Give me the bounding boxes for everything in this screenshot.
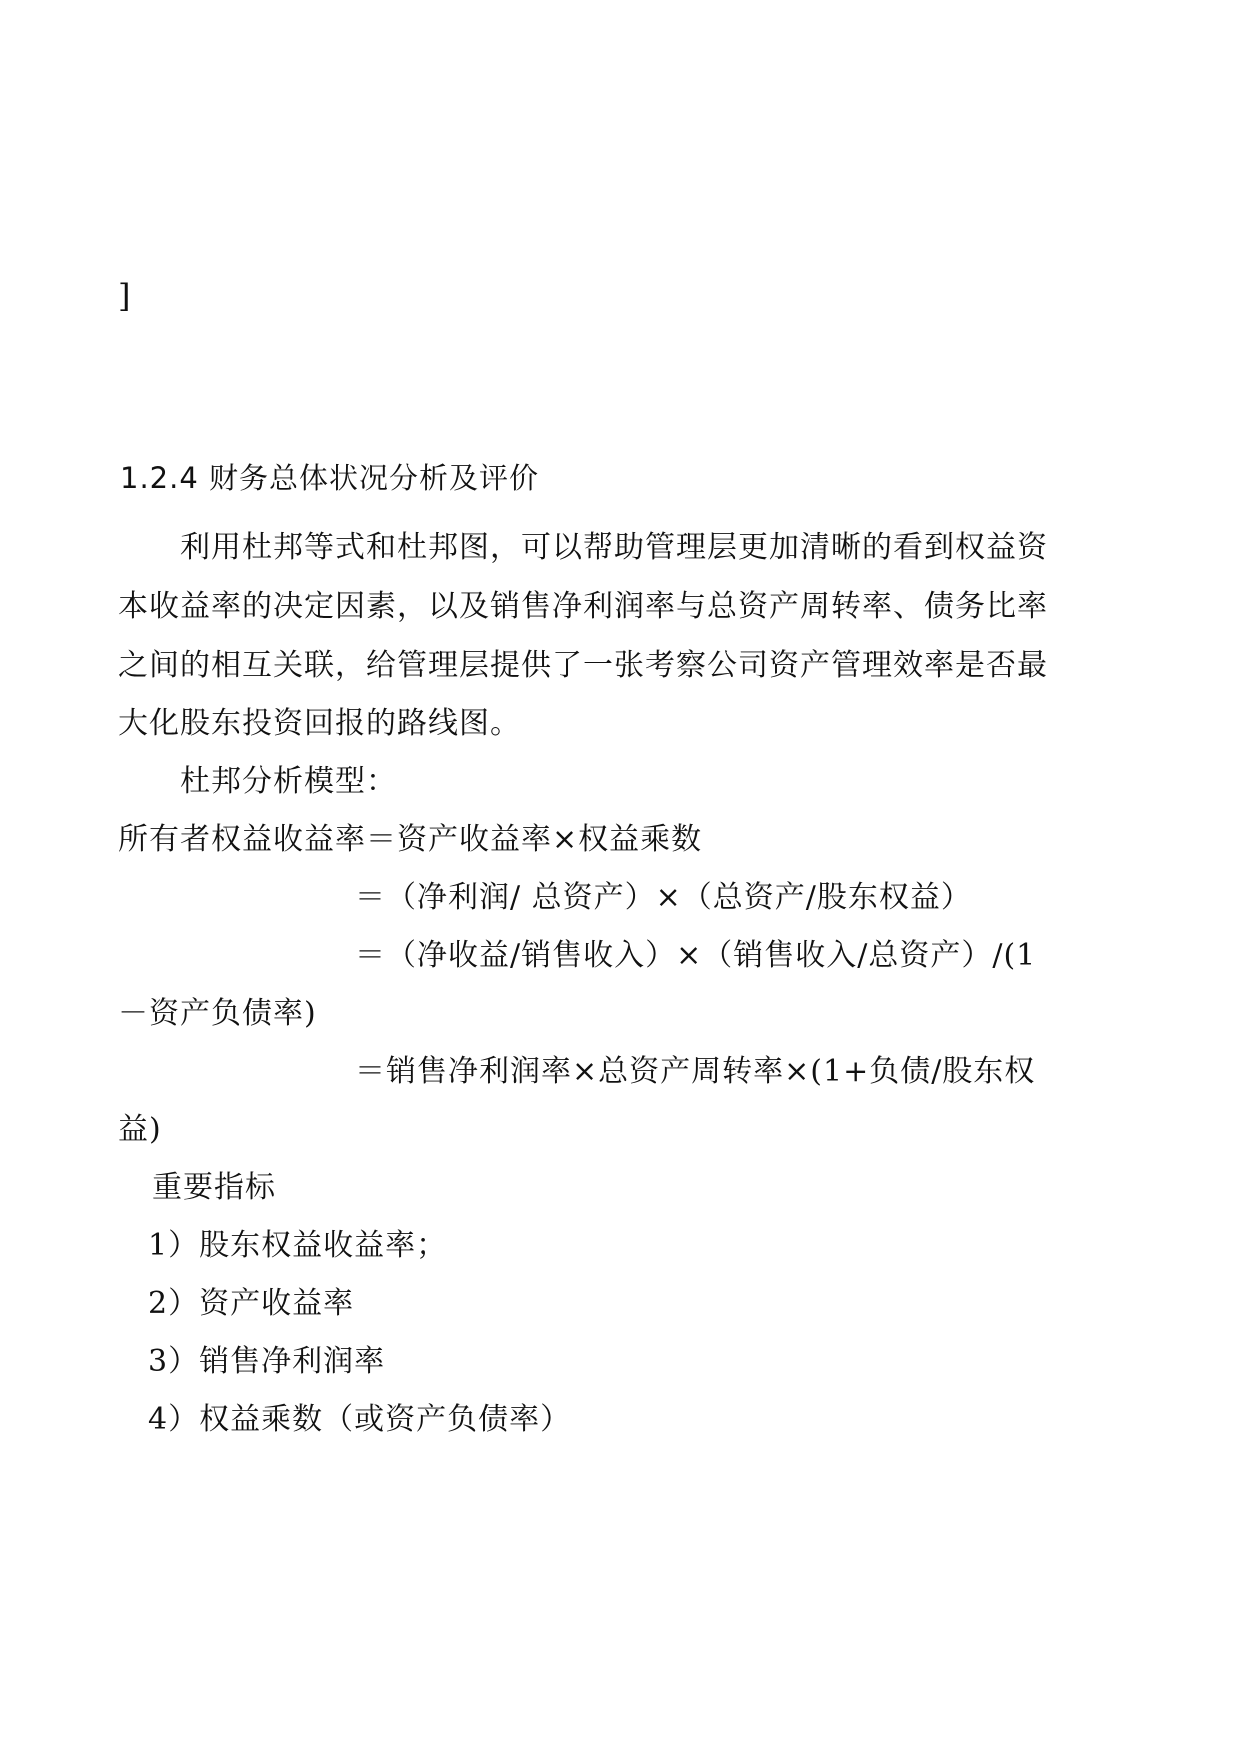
- indicator-item: 2）资产收益率: [148, 1286, 355, 1321]
- formula-line: 益): [118, 1112, 162, 1147]
- formula-line: ＝（净利润/ 总资产）×（总资产/股东权益）: [355, 880, 972, 915]
- paragraph-line: 利用杜邦等式和杜邦图，可以帮助管理层更加清晰的看到权益资: [180, 530, 1048, 565]
- paragraph-line: 本收益率的决定因素，以及销售净利润率与总资产周转率、债务比率: [118, 589, 1048, 624]
- formula-line: ＝（净收益/销售收入）×（销售收入/总资产）/(1: [355, 938, 1037, 973]
- paragraph-line: 之间的相互关联，给管理层提供了一张考察公司资产管理效率是否最: [118, 648, 1048, 683]
- formula-line: ＝销售净利润率×总资产周转率×(1+负债/股东权: [355, 1054, 1036, 1089]
- indicator-item: 3）销售净利润率: [148, 1344, 386, 1379]
- indicators-title: 重要指标: [152, 1170, 276, 1205]
- formula-line: 所有者权益收益率＝资产收益率×权益乘数: [118, 822, 703, 857]
- stray-bracket: ]: [118, 277, 132, 315]
- indicator-item: 4）权益乘数（或资产负债率）: [148, 1402, 572, 1437]
- formula-line: －资产负债率): [118, 996, 317, 1031]
- model-label: 杜邦分析模型：: [180, 764, 397, 799]
- paragraph-line: 大化股东投资回报的路线图。: [118, 706, 521, 741]
- section-heading: 1.2.4 财务总体状况分析及评价: [120, 461, 540, 495]
- indicator-item: 1）股东权益收益率；: [148, 1228, 448, 1263]
